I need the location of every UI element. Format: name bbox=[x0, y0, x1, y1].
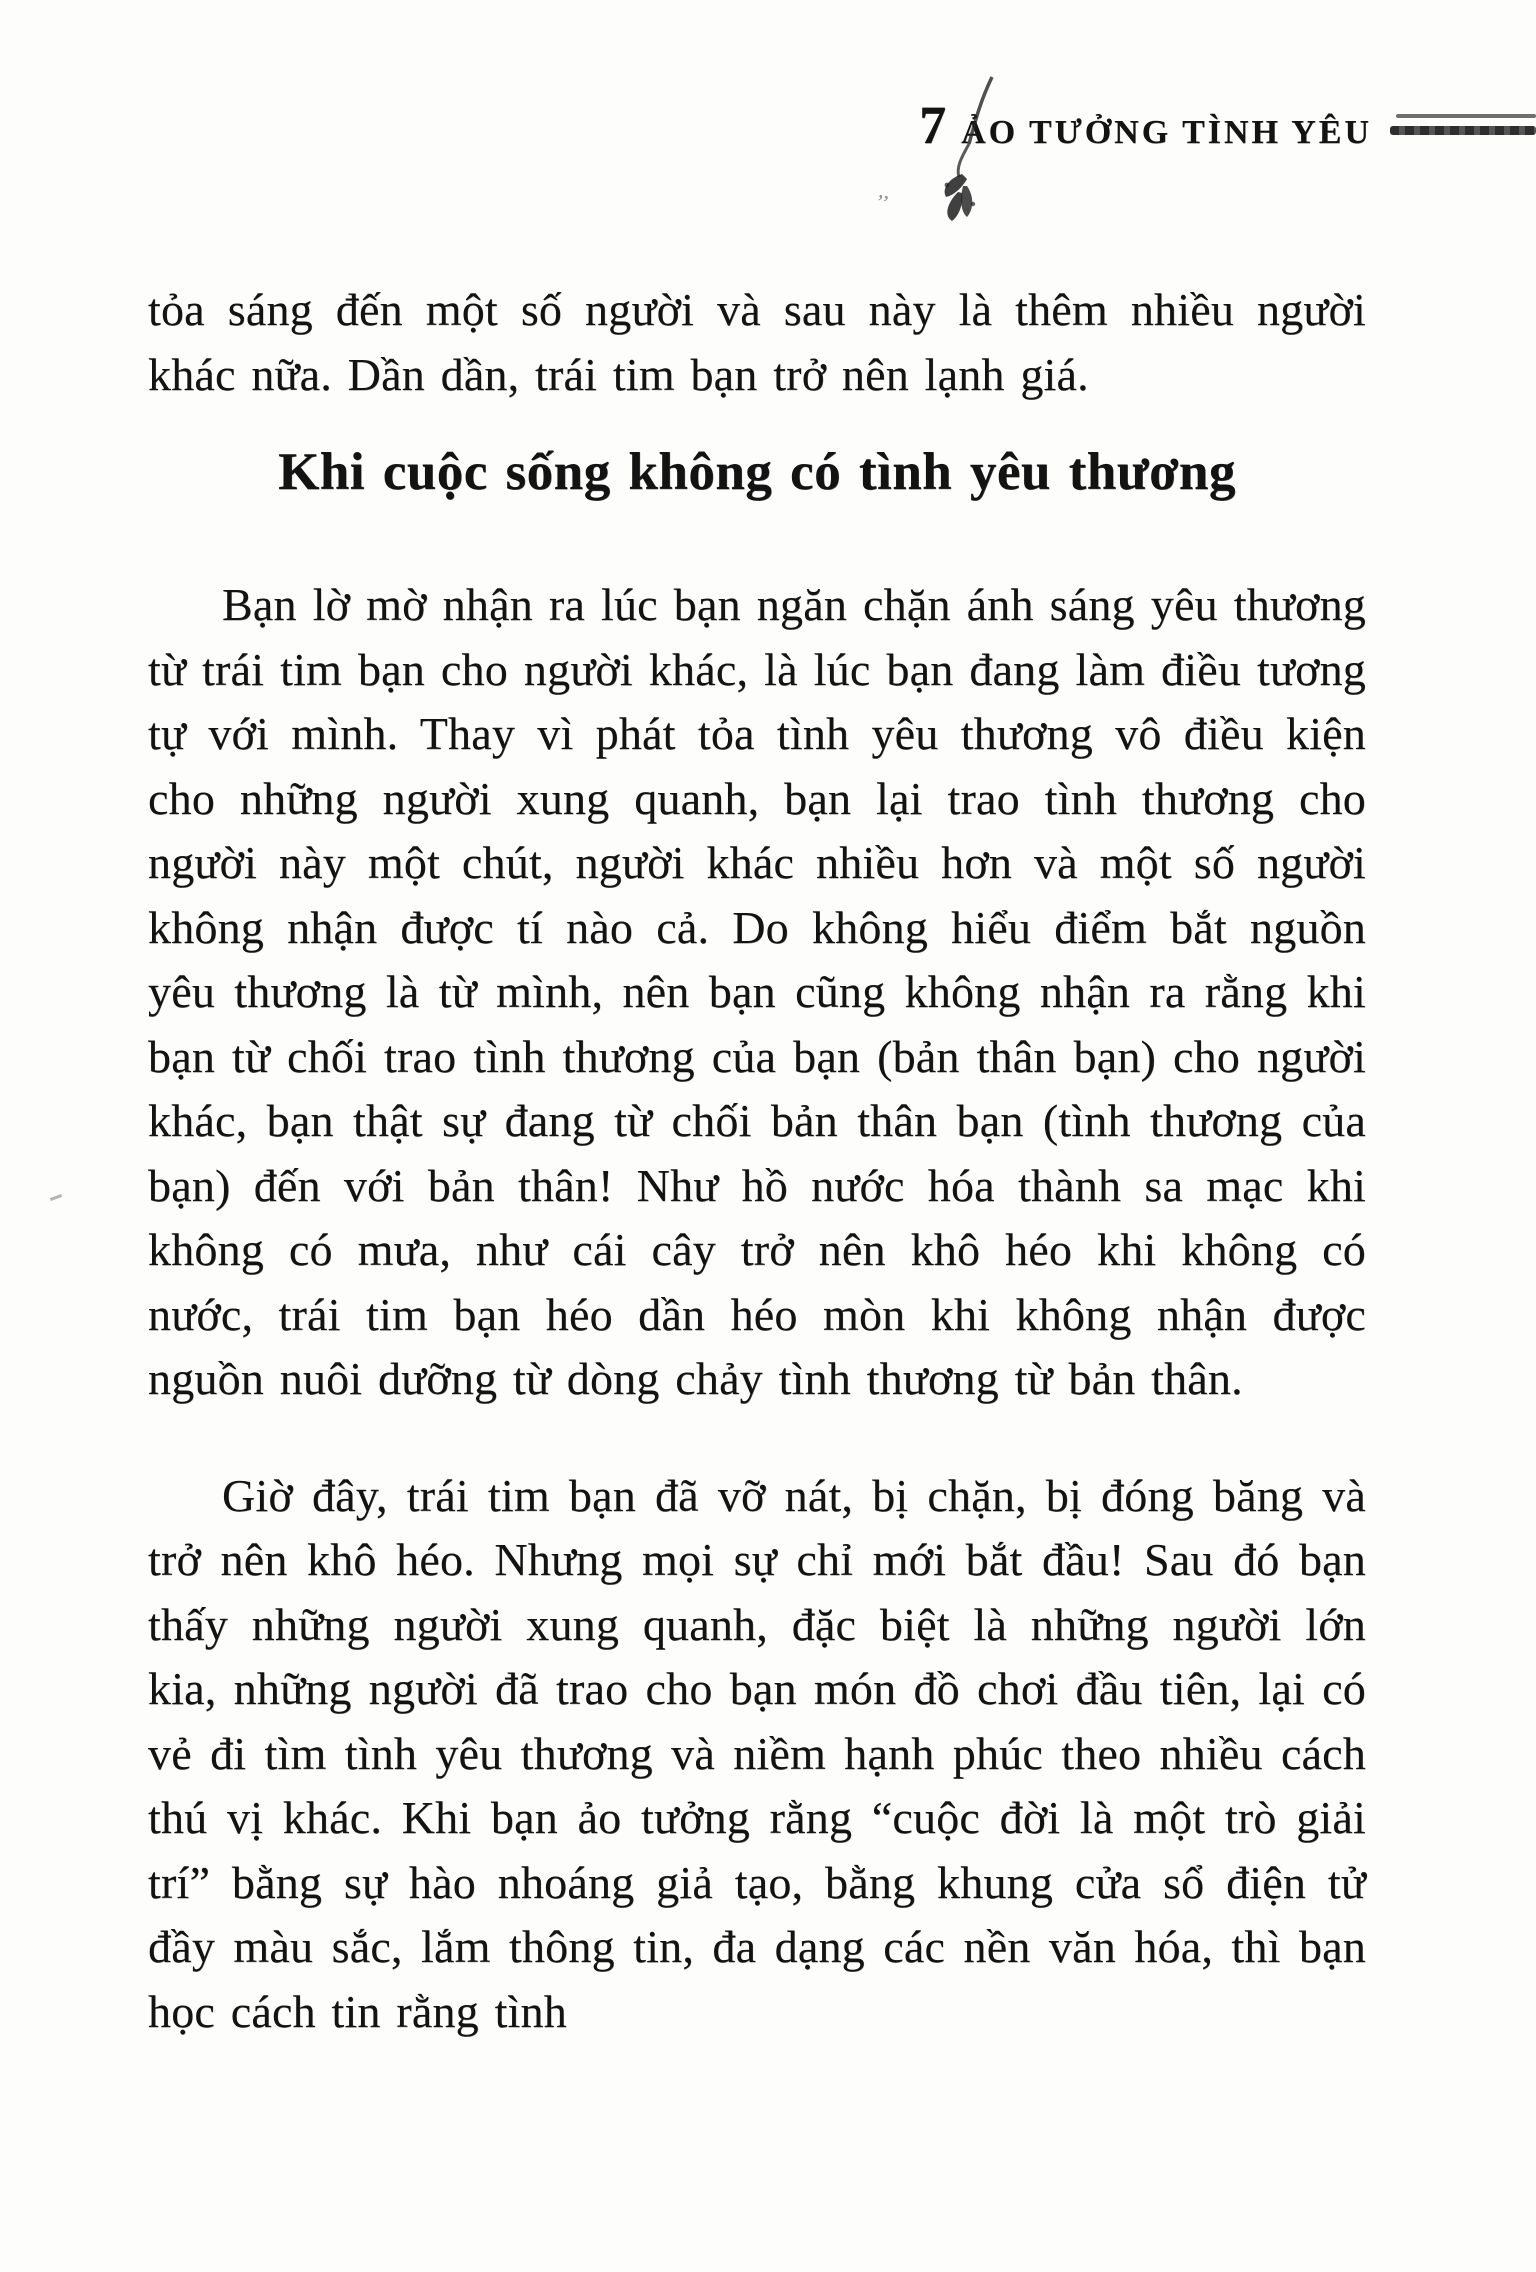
page-body bbox=[148, 278, 1366, 2044]
body-paragraph-1: Bạn lờ mờ nhận ra lúc bạn ngăn chặn ánh sáng yêu thương từ trái tim bạn cho người khác, là lúc bạn đang làm điều tương tự với mình. Thay vì phát tỏa tình yêu thương vô điều kiện cho những người xung quanh, bạn lại trao tình thương cho người này một chút, người khác nhiều hơn và một số người không nhận được tí nào cả. Do không hiểu điểm bắt nguồn yêu thương là từ mình, nên bạn cũng không nhận ra rằng khi bạn từ chối trao tình thương của bạn (bản thân bạn) cho người khác, bạn thật sự đang từ chối bản thân bạn (tình thương của bạn) đến với bản thân! Như hồ nước hóa thành sa mạc khi không có mưa, như cái cây trở nên khô héo khi không có nước, trái tim bạn héo dần héo mòn khi không nhận được nguồn nuôi dưỡng từ dòng chảy tình thương từ bản thân. bbox=[148, 579, 1366, 1404]
chapter-title: ẢO TƯỞNG TÌNH YÊU bbox=[961, 114, 1372, 151]
scan-speck-margin bbox=[50, 1194, 62, 1201]
page-footer bbox=[0, 2112, 1536, 2272]
body-paragraph-2: Giờ đây, trái tim bạn đã vỡ nát, bị chặn, bị đóng băng và trở nên khô héo. Nhưng mọi sự chỉ mới bắt đầu! Sau đó bạn thấy những người xung quanh, đặc biệt là những người lớn kia, những người đã trao cho bạn món đồ chơi đầu tiên, lại có vẻ đi tìm tình yêu thương và niềm hạnh phúc theo nhiều cách thú vị khác. Khi bạn ảo tưởng rằng “cuộc đời là một trò giải trí” bằng sự hào nhoáng giả tạo, bằng khung cửa sổ điện tử đầy màu sắc, lắm thông tin, đa dạng các nền văn hóa, thì bạn học cách tin rằng tình bbox=[148, 1469, 1366, 2037]
double-rule-divider bbox=[1390, 105, 1536, 145]
continuation-paragraph: tỏa sáng đến một số người và sau này là thêm nhiều người khác nữa. Dần dần, trái tim bạn trở nên lạnh giá. bbox=[148, 284, 1366, 400]
section-heading: Khi cuộc sống không có tình yêu thương bbox=[278, 443, 1236, 501]
rule-thin bbox=[1396, 114, 1536, 118]
rule-thick bbox=[1390, 126, 1536, 135]
scan-speck-quotes: ’’ bbox=[874, 189, 891, 216]
chapter-number: 7 bbox=[919, 95, 948, 155]
ink-flourish-icon bbox=[928, 74, 1018, 234]
